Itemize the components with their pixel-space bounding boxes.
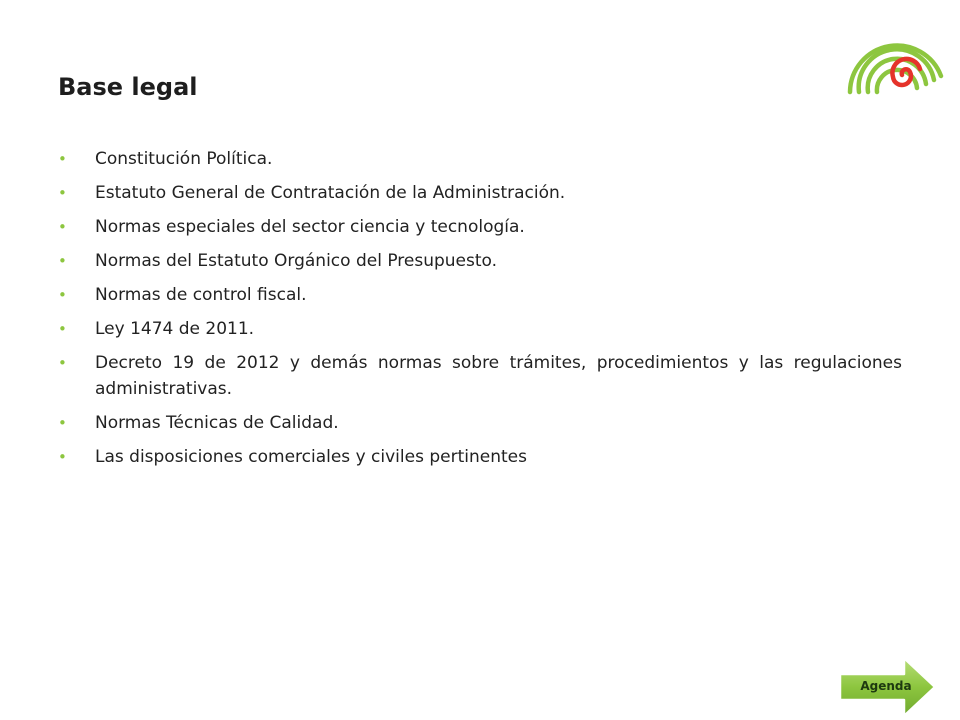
bullet-text: Ley 1474 de 2011. [95, 319, 255, 339]
bullet-text: Normas del Estatuto Orgánico del Presupuesto. [95, 251, 498, 271]
list-item [58, 350, 902, 402]
bullet-text: Normas Técnicas de Calidad. [95, 413, 339, 433]
bullet-icon: • [58, 354, 67, 372]
bullet-text: Normas de control fiscal. [95, 285, 307, 305]
bullet-list [58, 146, 902, 478]
slide-title: Base legal [58, 73, 198, 101]
bullet-icon: • [58, 414, 67, 432]
bullet-icon: • [58, 218, 67, 236]
list-item [58, 444, 902, 470]
bullet-icon: • [58, 252, 67, 270]
agenda-label: Agenda [860, 679, 912, 693]
list-item [58, 146, 902, 172]
list-item [58, 180, 902, 206]
bullet-icon: • [58, 286, 67, 304]
list-item [58, 316, 902, 342]
bullet-text: Constitución Política. [95, 149, 273, 169]
list-item [58, 282, 902, 308]
list-item [58, 410, 902, 436]
agenda-button[interactable] [838, 655, 938, 719]
bullet-icon: • [58, 150, 67, 168]
bullet-text: Normas especiales del sector ciencia y tecnología. [95, 217, 525, 237]
list-item [58, 248, 902, 274]
bullet-text: Estatuto General de Contratación de la Administración. [95, 183, 566, 203]
bullet-icon: • [58, 184, 67, 202]
bullet-text: Las disposiciones comerciales y civiles pertinentes [95, 447, 527, 467]
list-item [58, 214, 902, 240]
bullet-icon: • [58, 320, 67, 338]
bullet-text: Decreto 19 de 2012 y demás normas sobre trámites, procedimientos y las regulaciones administrativas. [95, 353, 902, 399]
bullet-icon: • [58, 448, 67, 466]
rainbow-spiral-logo-icon [840, 10, 945, 95]
